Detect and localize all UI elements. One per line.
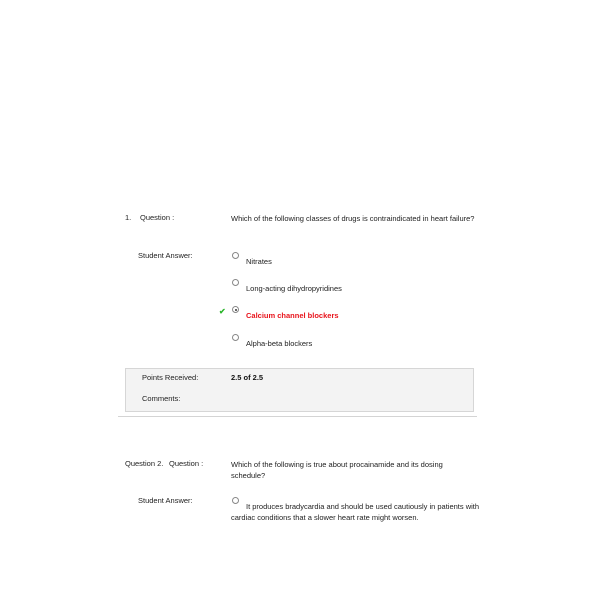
option-label-correct: Calcium channel blockers	[246, 311, 339, 320]
question-text: Which of the following classes of drugs is contraindicated in heart failure?	[231, 214, 475, 223]
radio-button[interactable]	[232, 334, 239, 341]
option-label: Long-acting dihydropyridines	[246, 284, 342, 293]
check-icon: ✔	[219, 307, 226, 316]
radio-button[interactable]	[232, 279, 239, 286]
question-number: 1.	[125, 213, 132, 222]
points-received-label: Points Received:	[142, 373, 199, 382]
comments-label: Comments:	[142, 394, 181, 403]
option-label: It produces bradycardia and should be used cautiously in patients with cardiac conditions that a slower heart rate might worsen.	[231, 502, 480, 522]
question-number: Question 2.	[125, 459, 164, 468]
question-label: Question :	[140, 213, 175, 222]
radio-button-selected[interactable]	[232, 306, 239, 313]
question-label: Question :	[169, 459, 204, 468]
radio-button[interactable]	[232, 252, 239, 259]
points-received-value: 2.5 of 2.5	[231, 373, 264, 382]
student-answer-label: Student Answer:	[138, 251, 193, 260]
option-label: Alpha-beta blockers	[246, 339, 313, 348]
divider	[118, 416, 477, 417]
question-text: Which of the following is true about procainamide and its dosing schedule?	[231, 460, 443, 480]
student-answer-label: Student Answer:	[138, 496, 193, 505]
option-label: Nitrates	[246, 257, 272, 266]
